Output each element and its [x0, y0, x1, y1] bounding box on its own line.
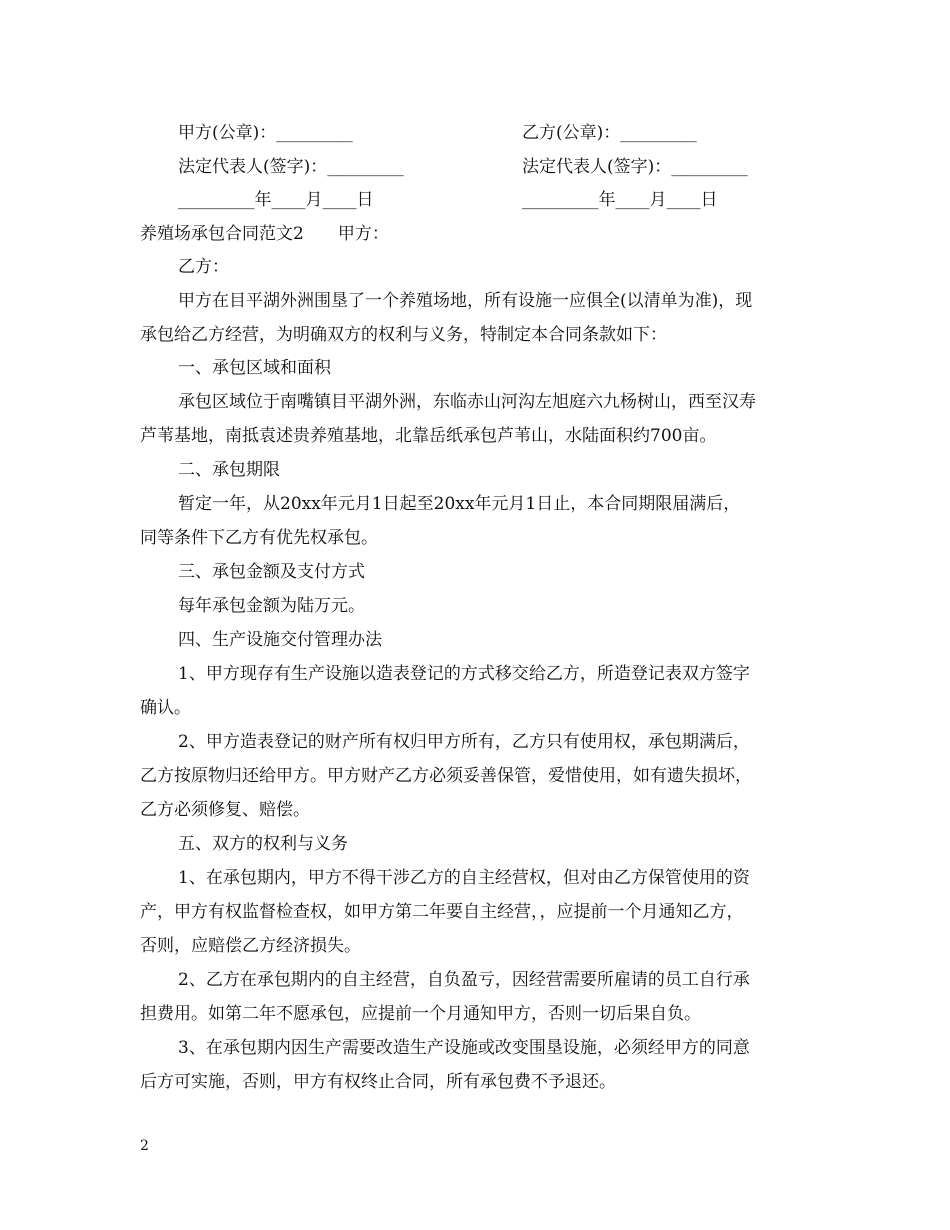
body-line: 否则，应赔偿乙方经济损失。: [140, 936, 361, 956]
party-b-rep-line: 法定代表人(签字)：_________: [522, 157, 748, 177]
body-line: 3、在承包期内因生产需要改造生产设施或改变围垦设施，必须经甲方的同意: [178, 1038, 750, 1058]
party-a-date-line: _________年____月____日: [178, 190, 374, 210]
document-heading: 养殖场承包合同范文2 甲方：: [140, 224, 389, 244]
body-line: 同等条件下乙方有优先权承包。: [140, 528, 378, 548]
party-a-rep-line: 法定代表人(签字)：_________: [178, 157, 404, 177]
body-line: 2、乙方在承包期内的自主经营，自负盈亏，因经营需要所雇请的员工自行承: [178, 970, 750, 990]
body-line: 乙方按原物归还给甲方。甲方财产乙方必须妥善保管，爱惜使用，如有遗失损坏，: [140, 766, 752, 786]
body-line: 芦苇基地，南抵袁述贵养殖基地，北靠岳纸承包芦苇山，水陆面积约700亩。: [140, 426, 717, 446]
body-line: 暂定一年，从20xx年元月1日起至20xx年元月1日止，本合同期限届满后，: [178, 494, 741, 514]
section-heading: 四、生产设施交付管理办法: [178, 630, 382, 650]
body-line: 承包给乙方经营，为明确双方的权利与义务，特制定本合同条款如下：: [140, 325, 667, 345]
party-b-date-line: _________年____月____日: [522, 190, 718, 210]
body-line: 1、在承包期内，甲方不得干涉乙方的自主经营权，但对由乙方保管使用的资: [178, 868, 750, 888]
body-line: 后方可实施，否则，甲方有权终止合同，所有承包费不予退还。: [140, 1072, 616, 1092]
body-line: 2、甲方造表登记的财产所有权归甲方所有，乙方只有使用权，承包期满后，: [178, 732, 750, 752]
party-b-seal-line: 乙方(公章)：_________: [522, 123, 697, 143]
body-line: 1、甲方现存有生产设施以造表登记的方式移交给乙方，所造登记表双方签字: [178, 664, 750, 684]
body-line: 每年承包金额为陆万元。: [178, 596, 365, 616]
body-line: 确认。: [140, 698, 191, 718]
section-heading: 一、承包区域和面积: [178, 358, 331, 378]
body-line: 担费用。如第二年不愿承包，应提前一个月通知甲方，否则一切后果自负。: [140, 1004, 701, 1024]
section-heading: 三、承包金额及支付方式: [178, 562, 365, 582]
party-a-seal-line: 甲方(公章)：_________: [178, 123, 353, 143]
body-line: 产，甲方有权监督检查权，如甲方第二年要自主经营，，应提前一个月通知乙方，: [140, 902, 744, 922]
body-line: 乙方必须修复、赔偿。: [140, 800, 310, 820]
body-line: 甲方在目平湖外洲围垦了一个养殖场地，所有设施一应俱全(以清单为准)，现: [178, 291, 753, 311]
page-number: 2: [140, 1138, 149, 1154]
body-line: 承包区域位于南嘴镇目平湖外洲，东临赤山河沟左旭庭六九杨树山，西至汉寿: [178, 392, 756, 412]
body-line: 乙方：: [178, 257, 229, 277]
section-heading: 五、双方的权利与义务: [178, 834, 348, 854]
section-heading: 二、承包期限: [178, 460, 280, 480]
